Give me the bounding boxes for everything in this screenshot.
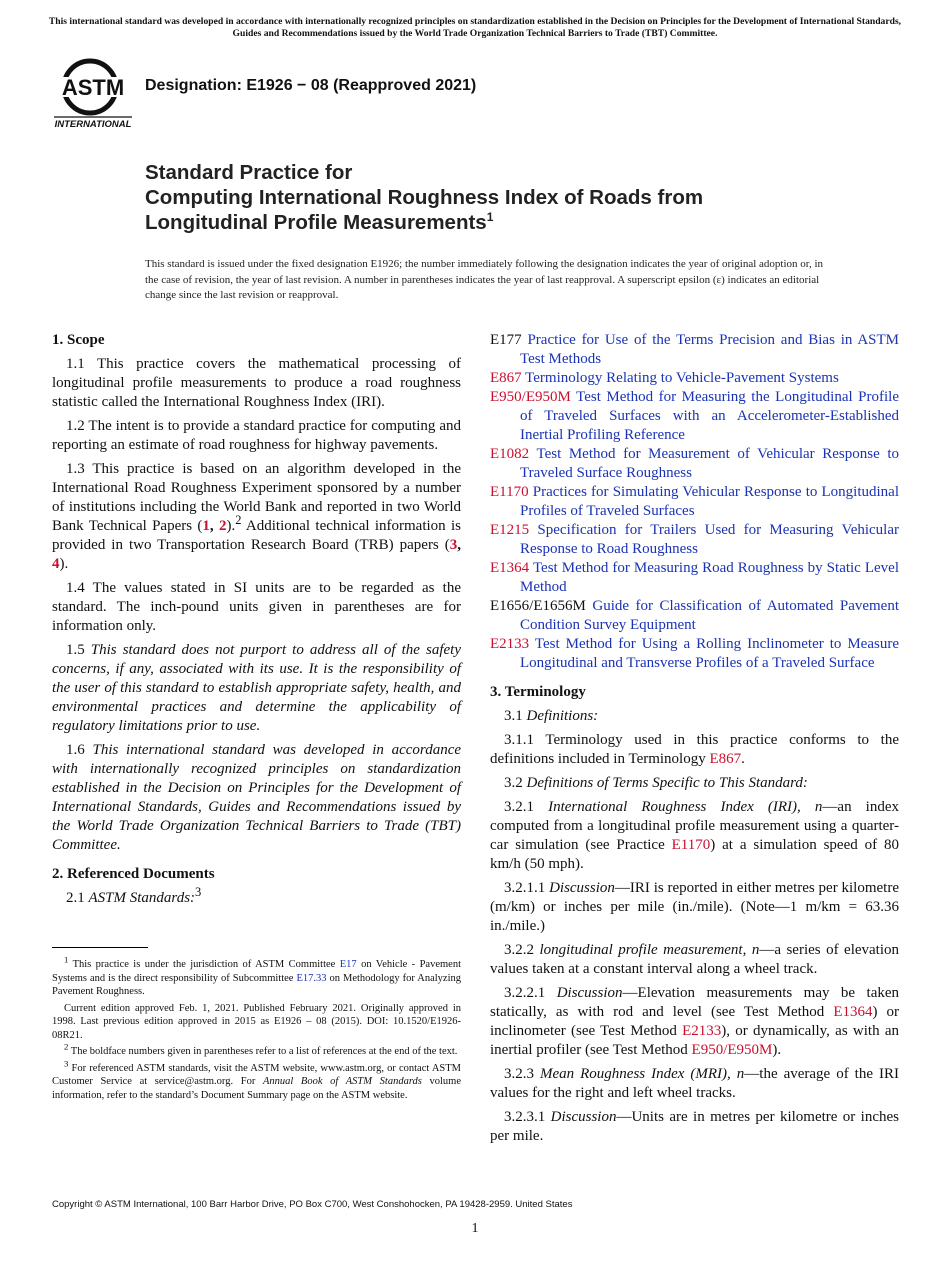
referenced-standard-item <box>490 559 899 597</box>
issued-statement: This standard is issued under the fixed designation E1926; the number immediately following the designation indicates the year of original adoption or, in the case of revision, the year of last revision. A number in parentheses indicates the year of last reapproval. A superscript epsilon (ε) indicates an editorial change since the last revision or reapproval. <box>145 258 824 301</box>
referenced-standard-item <box>490 483 899 521</box>
referenced-standard-item <box>490 331 899 369</box>
referenced-standard-title-link[interactable]: Specification for Trailers Used for Measuring Vehicular Response to Road Roughness <box>520 522 899 557</box>
reference-link-3[interactable]: 3 <box>449 537 458 553</box>
referenced-standard-title-link[interactable]: Practices for Simulating Vehicular Response to Longitudinal Profiles of Traveled Surfaces <box>520 484 899 519</box>
paragraph-1-1: 1.1 This practice covers the mathematical processing of longitudinal profile measurements to produce a road roughness statistic called the International Roughness Index (IRI). <box>52 356 461 410</box>
paragraph-1-6: 1.6 This international standard was developed in accordance with internationally recognized principles on standardization established in the Decision on Principles for the Development of International Standards, Guides and Recommendations issued by the World Trade Organization Technical Barriers to Trade (TBT) Committee. <box>52 742 462 853</box>
footnote-2: $^2$ The boldface numbers given in parentheses refer to a list of references at the end of the text. <box>64 1041 458 1057</box>
referenced-standard-code[interactable]: E1364 <box>490 560 530 576</box>
referenced-standard-title-link[interactable]: Guide for Classification of Automated Pavement Condition Survey Equipment <box>520 598 899 633</box>
section-heading-scope: 1. Scope <box>52 332 105 348</box>
referenced-standard-title-link[interactable]: Test Method for Measurement of Vehicular Response to Traveled Surface Roughness <box>520 446 899 481</box>
astm-logo <box>52 57 134 131</box>
paragraph-3-2-3-1: 3.2.3.1 Discussion—Units are in metres per kilometre or inches per mile. <box>490 1109 899 1144</box>
paragraph-3-2-1: 3.2.1 International Roughness Index (IRI), n—an index computed from a longitudinal profile measurement using a quarter-car simulation (see Practice E1170) at a simulation speed of 80 km/h (50 mph). <box>490 799 899 872</box>
referenced-standard-code: E177 <box>490 332 522 348</box>
referenced-standard-code[interactable]: E1082 <box>490 446 530 462</box>
reference-link-1[interactable]: 1 <box>202 518 210 534</box>
footnote-divider <box>52 947 148 948</box>
document-title <box>145 160 905 235</box>
referenced-standard-code[interactable]: E867 <box>490 370 522 386</box>
footnote-1: $^1$ This practice is under the jurisdiction of ASTM Committee E17 on Vehicle - Pavement Systems and is the direct responsibility of Subcommittee E17.33 on Methodology for Analyzing Pavement Roughness. <box>52 954 461 997</box>
standard-link-e867[interactable]: E867 <box>709 751 742 767</box>
section-heading-referenced-documents: 2. Referenced Documents <box>52 866 215 882</box>
paragraph-3-1: 3.1 Definitions: <box>504 708 599 724</box>
referenced-standard-code[interactable]: E2133 <box>490 636 530 652</box>
paragraph-3-2-2-1: 3.2.2.1 Discussion—Elevation measurements may be taken statically, as with rod and level (see Test Method E1364) or inclinometer (see Test Method E2133), or dynamically, as with an inertial profiler (see Test Method E950/E950M). <box>490 985 900 1058</box>
referenced-standard-title-link[interactable]: Practice for Use of the Terms Precision and Bias in ASTM Test Methods <box>520 332 900 367</box>
international-standard-notice: This international standard was developed in accordance with internationally recognized principles on standardization established in the Decision on Principles for the Development of International Standards, Guides and Recommendations issued by the World Trade Organization Technical Barriers to Trade (TBT) Committee. <box>48 16 902 39</box>
title-line-1: Standard Practice for <box>145 161 353 184</box>
page-number: 1 <box>471 1221 479 1236</box>
paragraph-1-5: 1.5 This standard does not purport to address all of the safety concerns, if any, associated with its use. It is the responsibility of the user of this standard to establish appropriate safety, health, and environmental practices and determine the applicability of regulatory limitations prior to use. <box>52 642 461 734</box>
paragraph-1-4: 1.4 The values stated in SI units are to be regarded as the standard. The inch-pound units given in parentheses are for information only. <box>52 580 461 634</box>
referenced-standard-code[interactable]: E1170 <box>490 484 529 500</box>
section-heading-terminology: 3. Terminology <box>490 684 586 700</box>
title-line-3-text: Longitudinal Profile Measurements <box>145 211 487 234</box>
reference-link-2[interactable]: 2 <box>218 518 227 534</box>
footnotes <box>52 954 461 1105</box>
title-line-3 <box>145 210 905 235</box>
referenced-standard-code[interactable]: E1215 <box>490 522 530 538</box>
referenced-standards-list <box>490 331 899 673</box>
referenced-standard-item <box>490 369 899 388</box>
paragraph-2-1: 2.1 ASTM Standards:$^3$ <box>66 885 202 906</box>
title-footnote-mark: 1 <box>486 210 494 225</box>
subcommittee-link-e17-33[interactable]: E17.33 <box>296 972 327 984</box>
standard-link-e1170[interactable]: E1170 <box>671 837 711 853</box>
referenced-standard-code[interactable]: E950/E950M <box>490 389 571 405</box>
referenced-standard-title-link[interactable]: Test Method for Measuring Road Roughness by Static Level Method <box>520 560 900 595</box>
referenced-standard-item <box>490 388 899 445</box>
title-line-2: Computing International Roughness Index of Roads from <box>145 186 704 209</box>
paragraph-3-2-3: 3.2.3 Mean Roughness Index (MRI), n—the average of the IRI values for the right and left wheel tracks. <box>490 1066 899 1101</box>
logo-letters: ASTM <box>61 75 125 100</box>
referenced-standard-code: E1656/E1656M <box>490 598 586 614</box>
logo-word: INTERNATIONAL <box>54 119 132 130</box>
standard-link-e1364[interactable]: E1364 <box>833 1004 873 1020</box>
referenced-standard-title-link[interactable]: Terminology Relating to Vehicle-Pavement Systems <box>525 370 839 386</box>
paragraph-1-3: 1.3 This practice is based on an algorithm developed in the International Road Roughness Experiment sponsored by a number of institutions including the World Bank and reported in two World Bank Technical Papers (1, 2).$^2$ Additional technical information is provided in two Transportation Research Board (TRB) papers (3, 4). <box>52 461 461 572</box>
designation: Designation: E1926 − 08 (Reapproved 2021) <box>145 77 477 94</box>
referenced-standard-item <box>490 521 899 559</box>
paragraph-3-2-2: 3.2.2 longitudinal profile measurement, n—a series of elevation values taken at a constant interval along a wheel track. <box>490 942 900 977</box>
referenced-standard-title-link[interactable]: Test Method for Measuring the Longitudinal Profile of Traveled Surfaces with an Accelerometer-Established Inertial Profiling Reference <box>520 389 899 443</box>
paragraph-3-1-1: 3.1.1 Terminology used in this practice conforms to the definitions included in Terminology E867. <box>490 732 899 767</box>
footnote-1-edition: Current edition approved Feb. 1, 2021. Published February 2021. Originally approved in 1998. Last previous edition approved in 2015 as E1926 – 08 (2015). DOI: 10.1520/E1926-08R21. <box>52 1002 461 1041</box>
paragraph-3-2: 3.2 Definitions of Terms Specific to This Standard: <box>504 775 808 791</box>
referenced-standard-item <box>490 597 899 635</box>
right-column <box>490 331 899 1151</box>
referenced-standard-item <box>490 445 899 483</box>
referenced-standard-item <box>490 635 899 673</box>
copyright-line: Copyright © ASTM International, 100 Barr Harbor Drive, PO Box C700, West Conshohocken, PA 19428-2959. United States <box>52 1199 573 1210</box>
reference-link-4[interactable]: 4 <box>52 556 60 572</box>
paragraph-1-2: 1.2 The intent is to provide a standard practice for computing and reporting an estimate of road roughness for highway pavements. <box>52 418 461 453</box>
committee-link-e17[interactable]: E17 <box>339 959 357 970</box>
standard-link-e2133[interactable]: E2133 <box>682 1023 722 1039</box>
standard-link-e950[interactable]: E950/E950M <box>691 1042 773 1058</box>
footnote-3: $^3$ For referenced ASTM standards, visit the ASTM website, www.astm.org, or contact ASTM Customer Service at service@astm.org. For Annual Book of ASTM Standards volume information, refer to the standard’s Document Summary page on the ASTM website. <box>52 1058 461 1101</box>
left-column <box>52 331 461 913</box>
paragraph-3-2-1-1: 3.2.1.1 Discussion—IRI is reported in either metres per kilometre (m/km) or inches per mile (in./mile). (Note—1 m/km = 63.36 in./mile.) <box>490 880 899 934</box>
referenced-standard-title-link[interactable]: Test Method for Using a Rolling Inclinometer to Measure Longitudinal and Transverse Profiles of a Traveled Surface <box>520 636 899 671</box>
